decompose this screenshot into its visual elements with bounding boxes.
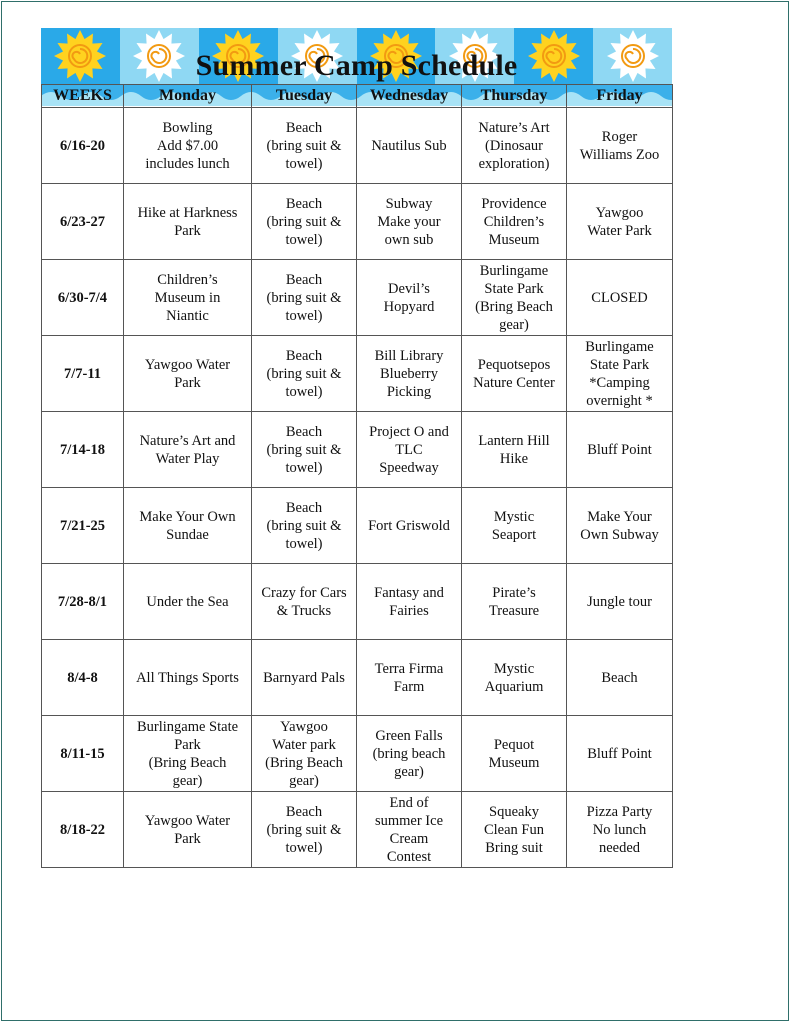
activity-line: gear) [394,763,424,780]
activity-line: Blueberry [380,365,438,382]
activity-line: Water Park [587,222,652,239]
activity-line: Park [174,374,201,391]
activity-line: (bring suit & [266,213,342,230]
activity-line: Beach [285,195,323,212]
activity-line: Cream [389,830,429,847]
activity-cell-thursday [462,336,567,412]
activity-cell-thursday [462,260,567,336]
activity-cell-monday [124,564,252,640]
activity-line: (bring suit & [266,289,342,306]
week-cell: 6/23-27 [42,184,124,260]
activity-line: Bluff Point [587,441,652,458]
activity-line: Children’s [483,213,545,230]
activity-line: Make your [377,213,441,230]
activity-cell-friday [567,716,673,792]
activity-cell-monday [124,184,252,260]
activity-line: State Park [484,280,544,297]
activity-line: CLOSED [591,289,648,306]
activity-line: Park [174,736,201,753]
activity-line: Museum [488,231,540,248]
activity-cell-thursday [462,184,567,260]
activity-cell-friday [567,108,673,184]
activity-line: Park [174,830,201,847]
activity-line: Fort Griswold [368,517,450,534]
activity-line: (Bring Beach [475,298,553,315]
activity-line: (bring beach [372,745,446,762]
activity-cell-thursday [462,792,567,868]
activity-cell-wednesday [357,260,462,336]
activity-line: Beach [601,669,638,686]
activity-line: Beach [285,271,323,288]
week-cell: 7/14-18 [42,412,124,488]
activity-line: (bring suit & [266,137,342,154]
activity-line: Nature’s Art and [139,432,236,449]
activity-line: Aquarium [484,678,544,695]
activity-line: (bring suit & [266,441,342,458]
activity-line: Burlingame State [136,718,239,735]
activity-line: Farm [393,678,425,695]
activity-cell-thursday [462,412,567,488]
activity-line: Yawgoo [280,718,328,735]
activity-line: Bluff Point [587,745,652,762]
activity-cell-friday [567,260,673,336]
activity-line: Own Subway [580,526,659,543]
page-title: Summer Camp Schedule [195,49,518,82]
activity-line: (bring suit & [266,821,342,838]
header-thursday: Thursday [462,85,567,108]
activity-line: Williams Zoo [579,146,660,163]
table-row [42,184,673,260]
activity-cell-wednesday [357,488,462,564]
activity-line: Hike [499,450,529,467]
activity-line: (Bring Beach [148,754,227,771]
activity-line: Pequot [493,736,535,753]
week-cell: 7/7-11 [42,336,124,412]
activity-line: needed [598,839,641,856]
activity-line: & Trucks [276,602,332,619]
week-cell: 8/11-15 [42,716,124,792]
activity-line: Make Your [587,508,652,525]
activity-line: Green Falls [375,727,443,744]
activity-line: Devil’s [388,280,430,297]
activity-line: (Bring Beach [265,754,343,771]
activity-line: Hike at Harkness [137,204,238,221]
header-weeks: WEEKS [42,85,124,108]
activity-line: Subway [385,195,433,212]
activity-cell-wednesday [357,108,462,184]
activity-cell-tuesday [252,716,357,792]
activity-line: Beach [285,119,323,136]
activity-line: State Park [589,356,650,373]
activity-line: Terra Firma [374,660,444,677]
activity-line: Yawgoo [595,204,644,221]
activity-line: Contest [386,848,432,865]
activity-line: (Dinosaur [485,137,543,154]
activity-line: Children’s [157,271,218,288]
activity-line: Fairies [389,602,429,619]
activity-cell-friday [567,792,673,868]
activity-line: Barnyard Pals [263,669,345,686]
table-row [42,640,673,716]
activity-cell-monday [124,488,252,564]
activity-line: Hopyard [383,298,435,315]
week-cell: 6/30-7/4 [42,260,124,336]
activity-cell-wednesday [357,792,462,868]
activity-line: Lantern Hill [478,432,550,449]
activity-line: Burlingame [585,338,654,355]
activity-line: Beach [285,347,323,364]
activity-line: Crazy for Cars [261,584,347,601]
table-row [42,564,673,640]
activity-cell-friday [567,184,673,260]
activity-line: gear) [499,316,529,333]
activity-line: Beach [285,499,323,516]
activity-line: towel) [285,383,323,400]
activity-cell-tuesday [252,184,357,260]
activity-line: Yawgoo Water [144,812,231,829]
activity-line: Add $7.00 [156,137,219,154]
activity-line: summer Ice [374,812,444,829]
activity-line: towel) [285,839,323,856]
activity-line: Speedway [379,459,439,476]
activity-line: Museum in [154,289,221,306]
activity-line: Roger [601,128,638,145]
table-row [42,108,673,184]
activity-line: Water park [272,736,336,753]
activity-line: Yawgoo Water [144,356,231,373]
activity-cell-wednesday [357,336,462,412]
activity-line: towel) [285,231,323,248]
week-cell: 6/16-20 [42,108,124,184]
activity-cell-thursday [462,108,567,184]
activity-cell-wednesday [357,412,462,488]
week-cell: 7/28-8/1 [42,564,124,640]
activity-line: Under the Sea [146,593,229,610]
activity-cell-monday [124,108,252,184]
activity-cell-thursday [462,716,567,792]
table-row [42,792,673,868]
week-cell: 8/4-8 [42,640,124,716]
activity-cell-tuesday [252,412,357,488]
activity-line: Project O and [369,423,449,440]
activity-cell-monday [124,792,252,868]
activity-line: Water Play [155,450,220,467]
header-wednesday: Wednesday [357,85,462,108]
activity-line: (bring suit & [266,365,342,382]
activity-line: Treasure [488,602,540,619]
activity-line: (bring suit & [266,517,342,534]
activity-line: Bill Library [374,347,444,364]
activity-cell-wednesday [357,184,462,260]
activity-cell-friday [567,336,673,412]
activity-line: Bowling [162,119,213,136]
activity-cell-tuesday [252,336,357,412]
activity-line: Providence [481,195,547,212]
activity-line: exploration) [478,155,550,172]
activity-cell-thursday [462,564,567,640]
activity-line: Make Your Own [139,508,236,525]
activity-line: Sundae [166,526,209,543]
activity-line: own sub [384,231,434,248]
activity-line: Burlingame [479,262,549,279]
activity-cell-monday [124,336,252,412]
header-friday: Friday [567,85,673,108]
table-row [42,260,673,336]
header-tuesday: Tuesday [252,85,357,108]
activity-line: Pequotsepos [477,356,551,373]
activity-cell-friday [567,564,673,640]
activity-cell-wednesday [357,564,462,640]
activity-cell-monday [124,412,252,488]
activity-line: Beach [285,803,323,820]
activity-cell-monday [124,716,252,792]
activity-line: towel) [285,459,323,476]
activity-line: Mystic [493,508,535,525]
table-row [42,488,673,564]
activity-line: Bring suit [485,839,543,856]
activity-line: Museum [488,754,540,771]
activity-cell-thursday [462,488,567,564]
activity-line: towel) [285,535,323,552]
activity-line: Niantic [166,307,209,324]
activity-line: Fantasy and [374,584,444,601]
activity-cell-thursday [462,640,567,716]
activity-line: Nature’s Art [478,119,550,136]
schedule-table [41,84,673,868]
activity-line: gear) [172,772,203,789]
activity-line: Pirate’s [492,584,536,601]
week-cell: 7/21-25 [42,488,124,564]
activity-cell-wednesday [357,640,462,716]
table-row [42,336,673,412]
table-row [42,412,673,488]
activity-line: towel) [285,155,323,172]
activity-line: Mystic [493,660,535,677]
activity-line: Seaport [491,526,537,543]
activity-cell-friday [567,412,673,488]
activity-line: towel) [285,307,323,324]
activity-line: End of [389,794,429,811]
table-row [42,716,673,792]
activity-line: No lunch [592,821,647,838]
activity-line: overnight * [586,392,653,409]
activity-cell-friday [567,488,673,564]
activity-cell-tuesday [252,108,357,184]
activity-line: Nautilus Sub [371,137,447,154]
activity-line: Pizza Party [586,803,653,820]
activity-cell-monday [124,260,252,336]
activity-line: Park [174,222,201,239]
activity-line: Squeaky [489,803,539,820]
activity-cell-friday [567,640,673,716]
activity-line: includes lunch [145,155,230,172]
activity-cell-tuesday [252,564,357,640]
activity-cell-wednesday [357,716,462,792]
activity-cell-tuesday [252,640,357,716]
activity-line: All Things Sports [136,669,239,686]
activity-line: Clean Fun [483,821,544,838]
header-monday: Monday [124,85,252,108]
activity-line: Jungle tour [587,593,652,610]
week-cell: 8/18-22 [42,792,124,868]
activity-line: Picking [386,383,432,400]
activity-cell-tuesday [252,260,357,336]
activity-line: TLC [395,441,423,458]
activity-line: gear) [289,772,319,789]
activity-line: Beach [285,423,323,440]
header-row [42,85,673,108]
activity-line: Nature Center [473,374,555,391]
activity-cell-monday [124,640,252,716]
activity-line: *Camping [589,374,650,391]
activity-cell-tuesday [252,792,357,868]
activity-cell-tuesday [252,488,357,564]
